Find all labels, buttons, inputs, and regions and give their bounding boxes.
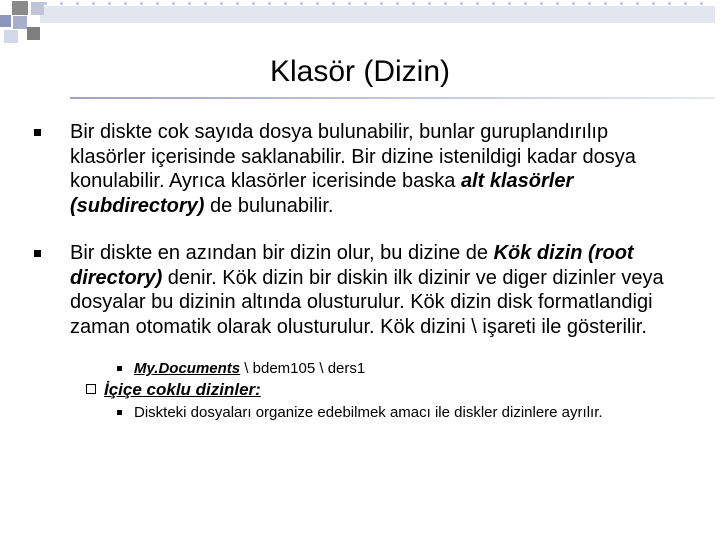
- hollow-square-bullet-icon: [86, 384, 96, 394]
- small-square-bullet-icon: [117, 410, 122, 415]
- bullet-emphasis: Kök dizin (root directory): [70, 242, 634, 289]
- path-example-item: [117, 360, 677, 377]
- square-bullet-icon: [34, 250, 41, 257]
- bullet-text-pre: Bir diskte en azından bir dizin olur, bu dizine de: [70, 242, 494, 264]
- nested-dirs-item: [117, 404, 677, 421]
- square-bullet-icon: [34, 129, 41, 136]
- bullet-root-directory: [34, 241, 684, 339]
- path-rest: \ bdem105 \ ders1: [240, 360, 366, 377]
- path-example-text: [134, 360, 677, 377]
- nested-dirs-heading: İçiçe coklu dizinler:: [104, 380, 261, 399]
- nested-dirs-text: Diskteki dosyaları organize edebilmek amacı ile diskler dizinlere ayrılır.: [134, 404, 603, 421]
- bullet-subdirectories: [34, 120, 684, 218]
- bullet-emphasis: alt klasörler (subdirectory): [70, 170, 574, 217]
- bullet-text-pre: Bir diskte cok sayıda dosya bulunabilir, bunlar guruplandırılıp klasörler içerisinde saklanabilir. Bir dizine istenildigi kadar dosya konulabilir. Ayrıca klasörler icerisinde baska: [70, 121, 636, 192]
- nested-dirs-heading-item: [86, 380, 646, 400]
- bullet-text: [70, 120, 684, 218]
- corner-decoration: [0, 0, 720, 48]
- slide-title: Klasör (Dizin): [269, 55, 451, 88]
- bullet-text: [70, 241, 684, 339]
- bullet-text-post: denir. Kök dizin bir diskin ilk dizinir ve diger dizinler veya dosyalar bu dizinin altında olusturulur. Kök dizin disk formatlandigi zaman otomatik olarak olusturulur. Kök dizini \ işareti ile gösterilir.: [70, 266, 664, 338]
- small-square-bullet-icon: [117, 366, 122, 371]
- path-folder-name: My.Documents: [134, 360, 241, 377]
- bullet-text-post: de bulunabilir.: [204, 194, 334, 217]
- title-divider: [70, 97, 715, 99]
